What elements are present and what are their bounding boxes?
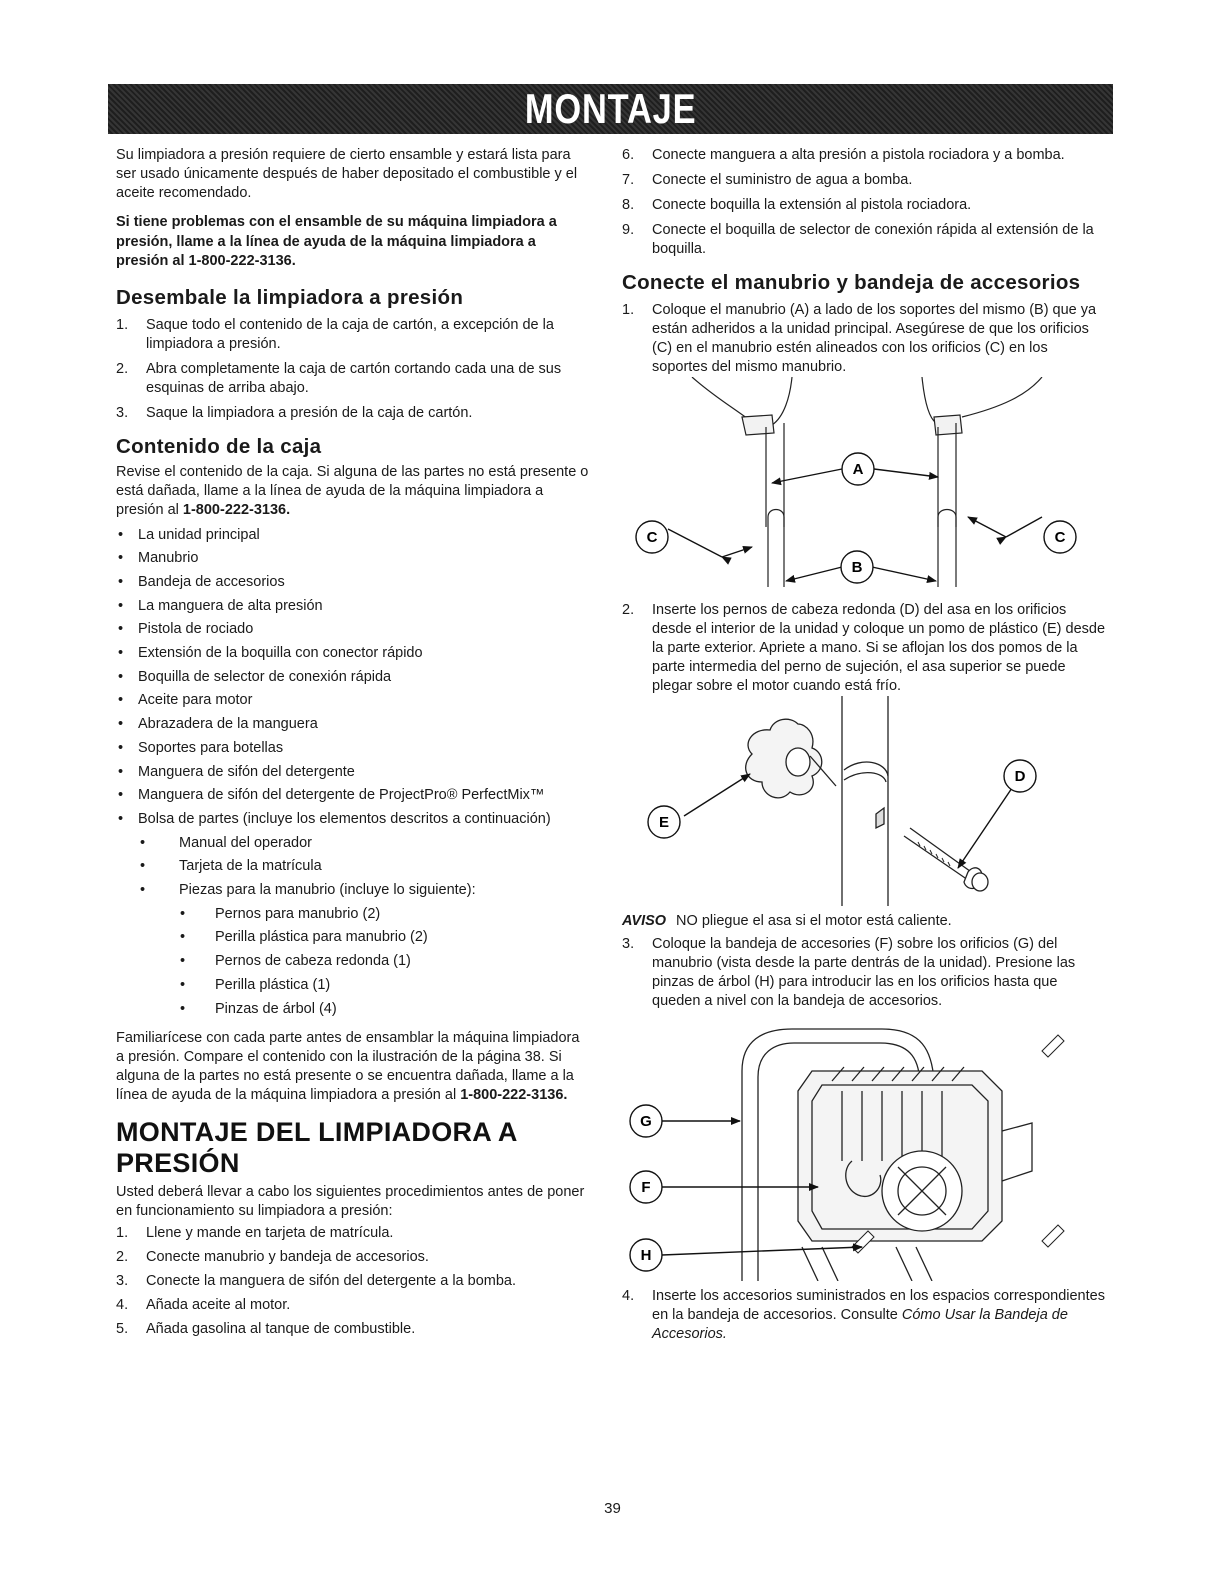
assembly-intro: Usted deberá llevar a cabo los siguientes procedimientos antes de poner en funcionamiento su limpiadora a presión:	[116, 1184, 585, 1220]
accessory-tray-figure	[622, 1011, 1107, 1281]
svg-text:F: F	[641, 1179, 651, 1196]
list-item: 1. Coloque el manubrio (A) a lado de los soportes del mismo (B) que ya están adheridos a la unidad principal. Asegúrese de que los orificios (C) en el manubrio estén alineados con los orificios (C) en los soportes del mismo manubrio.	[622, 302, 1097, 375]
callout-b	[841, 551, 873, 583]
section-title: MONTAJE	[524, 85, 697, 132]
notice: AVISO NO pliegue el asa si el motor está caliente.	[622, 913, 952, 929]
svg-text:A: A	[852, 461, 864, 478]
svg-text:H: H	[640, 1247, 652, 1264]
page-number: 39	[604, 1500, 621, 1517]
handle-heading: Conecte el manubrio y bandeja de accesorios	[622, 271, 1081, 294]
list-item: • Tarjeta de la matrícula	[140, 858, 322, 875]
notice-label: AVISO	[622, 913, 667, 929]
list-item: 2. Inserte los pernos de cabeza redonda (D) del asa en los orificios desde el interior de la unidad y coloque un pomo de plástico (E) desde la parte exterior. Apriete a mano. Si se aflojan los dos pomos de la parte intermedia del perno de sujeción, el asa superior se puede plegar sobre el motor cuando está frío.	[622, 602, 1106, 694]
list-item: • Perilla plástica (1)	[180, 976, 331, 993]
callout-g	[630, 1105, 662, 1137]
callout-h	[630, 1239, 662, 1271]
list-item: 3. Saque la limpiadora a presión de la caja de cartón.	[116, 404, 473, 421]
list-item: • Aceite para motor	[118, 692, 253, 709]
list-item: 2. Abra completamente la caja de cartón cortando cada una de sus esquinas de arriba abajo.	[116, 360, 562, 396]
contents-intro: Revise el contenido de la caja. Si alguna de las partes no está presente o está dañada, llame a la línea de ayuda de la máquina limpiadora a presión al 1-800-222-3136.	[116, 463, 589, 518]
assembly-heading: MONTAJE DEL LIMPIADORA A PRESIÓN	[116, 1117, 517, 1179]
list-item: 6. Conecte manguera a alta presión a pistola rociadora y a bomba.	[622, 147, 1065, 163]
list-item: • Manguera de sifón del detergente de ProjectPro® PerfectMix™	[118, 787, 545, 804]
list-item: • Boquilla de selector de conexión rápida	[118, 668, 392, 685]
list-item: • Bandeja de accesorios	[118, 573, 285, 590]
list-item: • Pernos para manubrio (2)	[180, 905, 381, 922]
list-item: 2. Conecte manubrio y bandeja de accesorios.	[116, 1249, 429, 1266]
list-item: • Manubrio	[118, 550, 199, 567]
box-contents-list	[116, 524, 591, 1022]
list-item: • Pinzas de árbol (4)	[180, 1000, 337, 1017]
section-banner	[108, 84, 1113, 134]
list-item: • Perilla plástica para manubrio (2)	[180, 929, 428, 946]
handle-steps	[622, 935, 1107, 1011]
list-item: • Manual del operador	[140, 834, 313, 851]
callout-d	[1004, 760, 1036, 792]
list-item: 1. Llene y mande en tarjeta de matrícula.	[116, 1225, 394, 1242]
list-item: 1. Saque todo el contenido de la caja de cartón, a excepción de la limpiadora a presión.	[116, 316, 554, 352]
svg-text:E: E	[658, 814, 670, 831]
list-item: • Piezas para la manubrio (incluye lo siguiente):	[140, 882, 476, 899]
svg-text:D: D	[1014, 768, 1026, 785]
list-item: • Abrazadera de la manguera	[118, 716, 318, 733]
unpack-steps	[116, 316, 591, 423]
svg-text:G: G	[640, 1113, 652, 1130]
helpline-phone: 1-800-222-3136.	[182, 501, 291, 518]
list-item: 8. Conecte boquilla la extensión al pistola rociadora.	[622, 197, 972, 213]
list-item: • Bolsa de partes (incluye los elementos descritos a continuación)	[118, 810, 551, 827]
cross-reference: Cómo Usar la Bandeja de Accesorios.	[652, 1307, 1068, 1342]
list-item: 7. Conecte el suministro de agua a bomba.	[622, 172, 913, 188]
intro-paragraph: Su limpiadora a presión requiere de cierto ensamble y estará lista para ser usado únicamente después de haber depositado el combustible y el aceite recomendado.	[116, 147, 578, 201]
handle-steps	[622, 1287, 1107, 1344]
handle-steps	[622, 601, 1107, 696]
list-item: • La manguera de alta presión	[118, 597, 323, 614]
handle-steps	[622, 301, 1107, 377]
helpline-phone: 1-800-222-3136.	[460, 1087, 568, 1104]
callout-a	[842, 453, 874, 485]
callout-c-left	[636, 521, 668, 553]
list-item: • Soportes para botellas	[118, 739, 284, 756]
assembly-steps	[116, 1224, 591, 1339]
list-item: 4. Añada aceite al motor.	[116, 1297, 291, 1314]
unpack-heading: Desembale la limpiadora a presión	[116, 285, 464, 309]
list-item: 3. Coloque la bandeja de accesories (F) sobre los orificios (G) del manubrio (vista desde la parte dentrás de la unidad). Presione las pinzas de árbol (H) para introducir las en los orificios hasta que queden a nivel con la bandeja de accesorios.	[622, 936, 1076, 1009]
list-item: • Pistola de rociado	[118, 621, 254, 638]
assembly-steps-continued	[622, 146, 1107, 259]
right-column	[622, 146, 1107, 1344]
handle-alignment-figure	[622, 377, 1107, 597]
familiarize-paragraph: Familiarícese con cada parte antes de ensamblar la máquina limpiadora a presión. Compare el contenido con la ilustración de la página 38. Si alguna de la partes no está presente o se encuentra dañada, llame a la línea de ayuda de la máquina limpiadora a presión al 1-800-222-3136.	[116, 1030, 580, 1104]
list-item: • Extensión de la boquilla con conector rápido	[118, 645, 423, 662]
callout-f	[630, 1171, 662, 1203]
contents-heading: Contenido de la caja	[116, 434, 322, 458]
list-item: 9. Conecte el boquilla de selector de conexión rápida al extensión de la boquilla.	[622, 222, 1094, 257]
list-item: 3. Conecte la manguera de sifón del detergente a la bomba.	[116, 1273, 516, 1290]
left-column	[116, 146, 591, 1339]
list-item: 5. Añada gasolina al tanque de combustible.	[116, 1321, 416, 1338]
svg-text:C: C	[646, 529, 658, 546]
list-item: 4. Inserte los accesorios suministrados en los espacios correspondientes en la bandeja de accesorios. Consulte Cómo Usar la Bandeja de Accesorios.	[622, 1288, 1105, 1342]
callout-c-right	[1044, 521, 1076, 553]
help-warning: Si tiene problemas con el ensamble de su máquina limpiadora a presión, llame a la línea de ayuda de la máquina limpiadora a presión al 1-800-222-3136.	[116, 214, 557, 269]
list-item: • Pernos de cabeza redonda (1)	[180, 953, 411, 970]
callout-e	[648, 806, 680, 838]
svg-text:C: C	[1054, 529, 1066, 546]
bolt-knob-figure	[622, 696, 1107, 906]
list-item: • Manguera de sifón del detergente	[118, 763, 355, 780]
svg-text:B: B	[851, 559, 863, 576]
list-item: • La unidad principal	[118, 526, 260, 543]
